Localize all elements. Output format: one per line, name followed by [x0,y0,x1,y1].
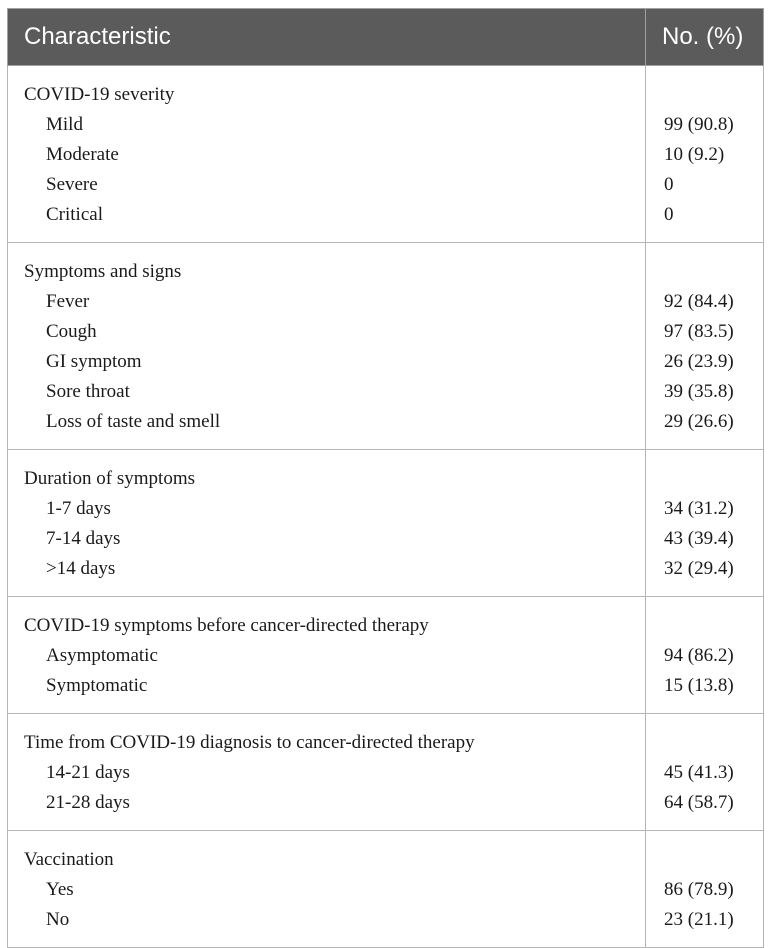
characteristics-table-container [7,8,763,948]
row-label: GI symptom [46,351,142,372]
characteristic-cell [8,714,646,831]
table-header [8,9,764,66]
group-value-blank [664,845,763,875]
row-label: Cough [46,321,97,342]
characteristics-table [7,8,764,948]
table-row [8,597,764,714]
group-value-blank [664,257,763,287]
row-label: Sore throat [46,381,130,402]
row-label: Critical [46,204,103,225]
group-time-to-therapy [8,714,764,831]
row-label: Asymptomatic [46,645,158,666]
row-value: 39 (35.8) [664,381,734,402]
row-label: Mild [46,114,83,135]
row-value: 97 (83.5) [664,321,734,342]
table-row [8,66,764,243]
characteristic-cell [8,597,646,714]
characteristic-cell [8,243,646,450]
row-label: Moderate [46,144,119,165]
characteristic-cell [8,450,646,597]
group-symptoms-before-therapy [8,597,764,714]
column-header-count-percent: No. (%) [646,9,764,66]
group-value-blank [664,728,763,758]
row-value: 29 (26.6) [664,411,734,432]
group-duration-of-symptoms [8,450,764,597]
group-vaccination [8,831,764,948]
row-value: 23 (21.1) [664,909,734,930]
value-cell [646,714,764,831]
value-cell [646,450,764,597]
group-title: Vaccination [24,849,114,870]
row-value: 43 (39.4) [664,528,734,549]
row-value: 0 [664,204,674,225]
row-value: 45 (41.3) [664,762,734,783]
row-value: 64 (58.7) [664,792,734,813]
characteristic-cell [8,831,646,948]
row-label: Severe [46,174,98,195]
group-title: Duration of symptoms [24,468,195,489]
table-row [8,831,764,948]
header-row [8,9,764,66]
row-label: Yes [46,879,74,900]
value-cell [646,831,764,948]
row-label: Fever [46,291,90,312]
column-header-characteristic: Characteristic [8,9,646,66]
row-value: 26 (23.9) [664,351,734,372]
row-value: 34 (31.2) [664,498,734,519]
characteristic-cell [8,66,646,243]
row-value: 99 (90.8) [664,114,734,135]
row-value: 32 (29.4) [664,558,734,579]
group-value-blank [664,80,763,110]
row-value: 86 (78.9) [664,879,734,900]
row-label: 7-14 days [46,528,121,549]
table-row [8,243,764,450]
value-cell [646,243,764,450]
row-value: 15 (13.8) [664,675,734,696]
table-row [8,450,764,597]
row-label: >14 days [46,558,116,579]
group-covid-severity [8,66,764,243]
row-label: 21-28 days [46,792,130,813]
group-title: Symptoms and signs [24,261,182,282]
value-cell [646,66,764,243]
value-cell [646,597,764,714]
row-label: No [46,909,70,930]
row-value: 92 (84.4) [664,291,734,312]
row-value: 0 [664,174,674,195]
group-title: COVID-19 symptoms before cancer-directed therapy [24,615,429,636]
row-value: 10 (9.2) [664,144,725,165]
group-symptoms-and-signs [8,243,764,450]
row-value: 94 (86.2) [664,645,734,666]
row-label: 14-21 days [46,762,130,783]
group-title: Time from COVID-19 diagnosis to cancer-directed therapy [24,732,475,753]
table-row [8,714,764,831]
row-label: Symptomatic [46,675,148,696]
row-label: 1-7 days [46,498,111,519]
group-title: COVID-19 severity [24,84,175,105]
row-label: Loss of taste and smell [46,411,221,432]
group-value-blank [664,464,763,494]
group-value-blank [664,611,763,641]
